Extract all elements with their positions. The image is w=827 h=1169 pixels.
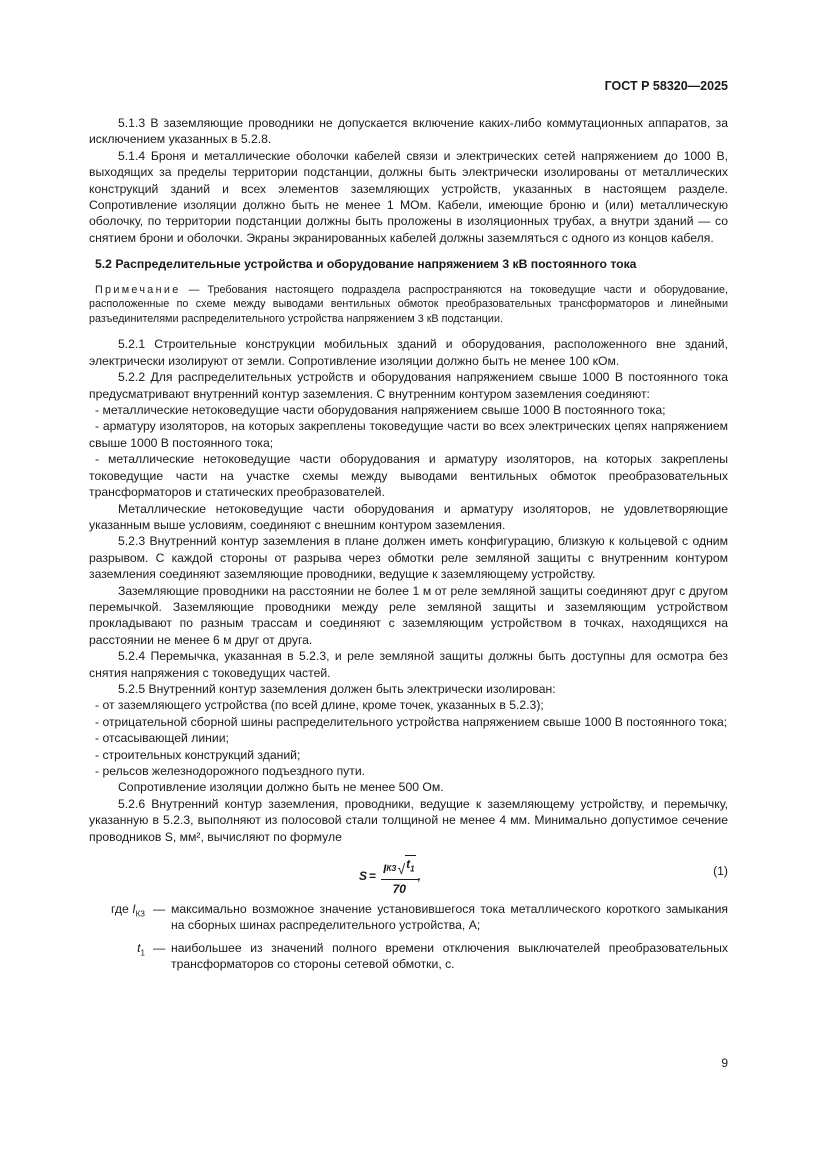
formula-number: (1) xyxy=(713,864,728,879)
sqrt-icon: √ xyxy=(397,861,406,878)
list-item: - металлические нетоковедущие части оборудования и арматуру изоляторов, на которых закреплены токоведущие части на участке схемы между выводами вентильных обмоток преобразовательных трансформаторов и статических преобразователей. xyxy=(89,452,728,500)
page-content xyxy=(89,115,728,973)
paragraph: 5.2.6 Внутренний контур заземления, проводники, ведущие к заземляющему устройству, и перемычку, указанную в 5.2.3, выполняют из полосовой стали толщиной не менее 4 мм. Минимально допустимое сечение проводников S, мм², вычисляют по формуле xyxy=(89,796,728,844)
formula-trail: , xyxy=(417,868,421,883)
where-sym: I xyxy=(132,902,136,917)
formula-row xyxy=(89,855,728,895)
formula xyxy=(359,855,421,897)
page-number: 9 xyxy=(721,1056,728,1070)
paragraph: 5.2.2 Для распределительных устройств и оборудования напряжением свыше 1000 В постоянного тока предусматривают внутренний контур заземления. С внутренним контуром заземления соединяют: xyxy=(89,370,728,401)
formula-numerator xyxy=(381,855,418,880)
formula-sqrt-body xyxy=(405,855,415,878)
paragraph: Металлические нетоковедущие части оборудования и арматуру изоляторов, не удовлетворяющие указанным выше условиям, соединяют с внешним контуром заземления. xyxy=(89,501,728,532)
where-list xyxy=(89,901,728,973)
paragraph: 5.1.4 Броня и металлические оболочки кабелей связи и электрических сетей напряжением до 1000 В, выходящих за пределы территории подстанции, должны быть электрически изолированы от металлических конструкций зданий и всех элементов заземляющих устройств, указанных в настоящем разделе. Сопротивление изоляции должно быть не менее 1 МОм. Кабели, имеющие броню и (или) металлическую оболочку, по территории подстанции должны быть проложены в изоляционных трубах, а внутри зданий — со снятием брони и оболочки. Экраны экранированных кабелей должны заземляться с одного из концов кабеля. xyxy=(89,148,728,245)
document-code: ГОСТ Р 58320—2025 xyxy=(604,79,728,93)
where-item xyxy=(89,940,728,973)
formula-fraction xyxy=(381,855,418,897)
list-item: - арматуру изоляторов, на которых закреплены токоведущие части во всех электрических цепях напряжением свыше 1000 В постоянного тока; xyxy=(89,419,728,450)
formula-eq: = xyxy=(369,868,377,883)
paragraph: 5.1.3 В заземляющие проводники не допускается включение каких-либо коммутационных аппаратов, за исключением указанных в 5.2.8. xyxy=(89,116,728,147)
where-item xyxy=(89,901,728,934)
formula-sqrt-var: t xyxy=(406,857,411,872)
formula-num-var: I xyxy=(383,862,387,877)
note-label: Примечание xyxy=(95,283,181,296)
list-item: - металлические нетоковедущие части оборудования напряжением свыше 1000 В постоянного тока; xyxy=(95,403,666,418)
formula-lhs: S xyxy=(359,868,368,883)
formula-sqrt xyxy=(397,855,415,878)
list-item: - отрицательной сборной шины распределительного устройства напряжением свыше 1000 В постоянного тока; xyxy=(95,714,728,729)
where-dash: — xyxy=(153,902,166,917)
where-sub: 1 xyxy=(140,948,145,958)
formula-num-sub: КЗ xyxy=(386,864,397,874)
list-item: - строительных конструкций зданий; xyxy=(95,747,301,762)
paragraph: Заземляющие проводники на расстоянии не более 1 м от реле земляной защиты соединяют друг с другом перемычкой. Заземляющие проводники между реле земляной защиты и заземляющим устройством прокладывают по разным трассам и соединяют с заземляющим устройством в точках, находящихся на расстоянии не менее 6 м друг от друга. xyxy=(89,583,728,647)
note-text: — Требования настоящего подраздела распространяются на токоведущие части и оборудование, расположенные по схеме между выводами вентильных обмоток преобразовательных трансформаторов и линейными разъединителями распределительного устройства напряжением 3 кВ подстанции. xyxy=(89,283,728,325)
list-item: - рельсов железнодорожного подъездного пути. xyxy=(95,764,366,778)
where-prefix: где xyxy=(111,902,133,917)
paragraph: 5.2.5 Внутренний контур заземления должен быть электрически изолирован: xyxy=(118,681,556,696)
list-item: - от заземляющего устройства (по всей длине, кроме точек, указанных в 5.2.3); xyxy=(95,698,544,713)
where-text: максимально возможное значение установившегося тока металлического короткого замыкания на сборных шинах распределительного устройства, А; xyxy=(171,902,728,933)
note xyxy=(89,283,728,327)
where-sym: t xyxy=(137,940,141,955)
paragraph: 5.2.3 Внутренний контур заземления в плане должен иметь конфигурацию, близкую к кольцевой с одним разрывом. С каждой стороны от разрыва через обмотки реле земляной защиты с внутренним контуром заземления соединяют заземляющие проводники, ведущие к заземляющему устройству. xyxy=(89,534,728,582)
paragraph: Сопротивление изоляции должно быть не менее 500 Ом. xyxy=(118,780,444,795)
paragraph: 5.2.4 Перемычка, указанная в 5.2.3, и реле земляной защиты должны быть доступны для осмотра без снятия напряжения с токоведущих частей. xyxy=(89,649,728,680)
where-text: наибольшее из значений полного времени отключения выключателей преобразовательных трансформаторов со стороны сетевой обмотки, с. xyxy=(171,940,728,972)
clause-5-2-body xyxy=(89,336,728,845)
clause-5-1-block xyxy=(89,115,728,246)
where-sub: КЗ xyxy=(135,909,145,919)
where-symbol xyxy=(89,901,153,934)
list-item: - отсасывающей линии; xyxy=(95,731,229,746)
paragraph: 5.2.1 Строительные конструкции мобильных зданий и оборудования, расположенного вне зданий, электрически изолируют от земли. Сопротивление изоляции должно быть не менее 100 кОм. xyxy=(89,337,728,368)
where-symbol xyxy=(89,940,153,973)
formula-sqrt-sub: 1 xyxy=(410,864,415,874)
formula-denominator: 70 xyxy=(392,881,406,896)
section-title: 5.2 Распределительные устройства и оборудование напряжением 3 кВ постоянного тока xyxy=(95,257,637,272)
where-dash: — xyxy=(153,940,166,955)
